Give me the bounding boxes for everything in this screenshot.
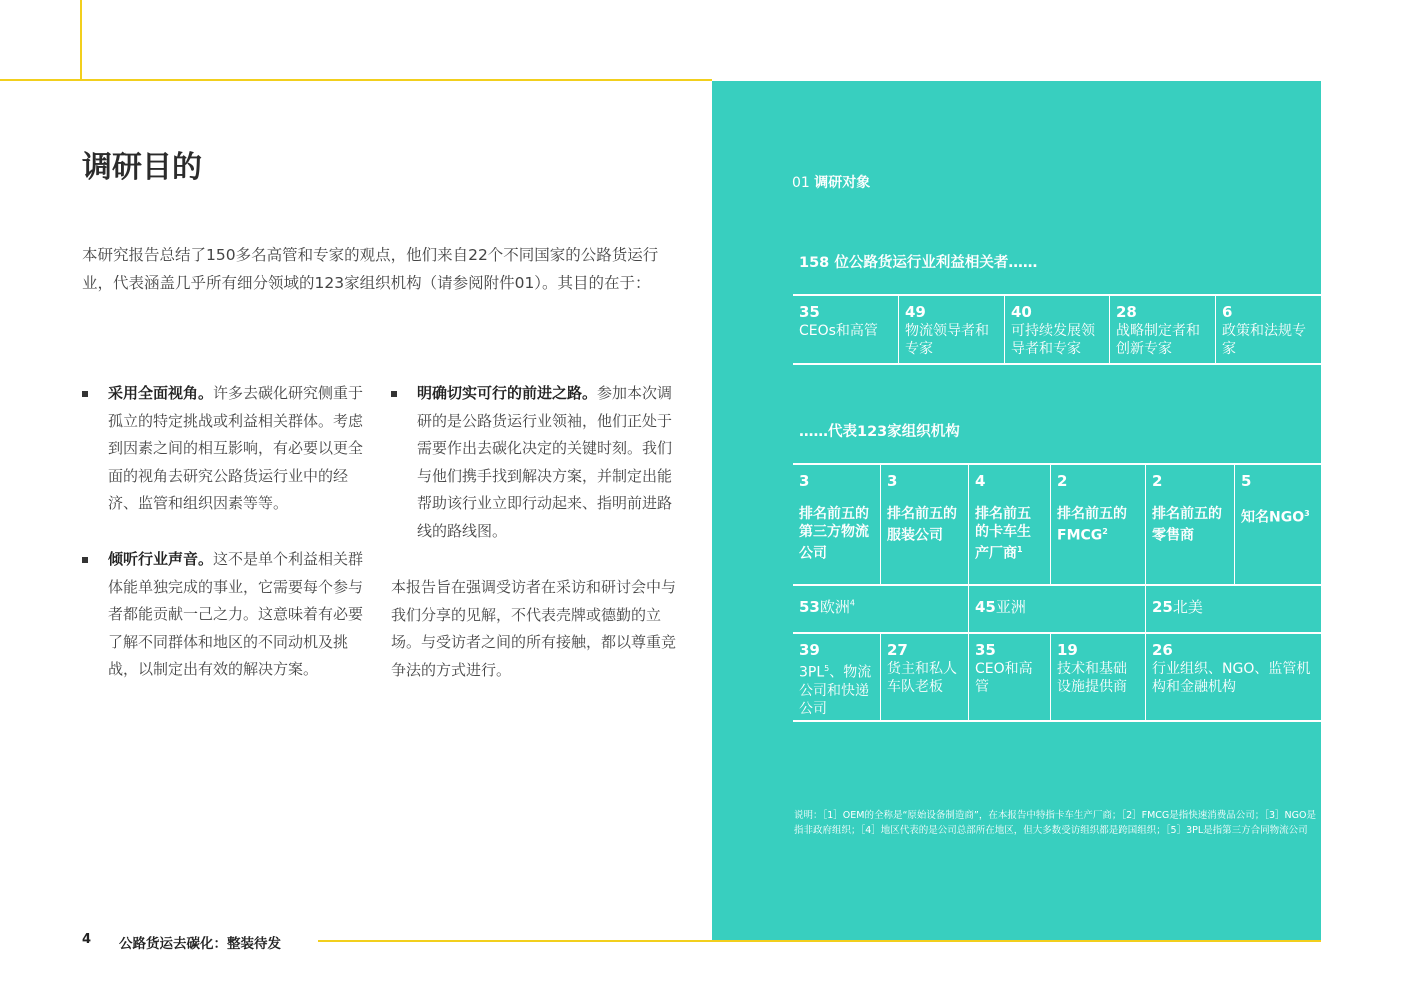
cell-number: 3 <box>799 472 810 490</box>
footnote: 说明：［1］OEM的全称是“原始设备制造商”，在本报告中特指卡车生产厂商；［2］FMCG是指快速消费品公司；［3］NGO是指非政府组织；［4］地区代表的是公司总部所在地区，但大多数受访组织都是跨国组织；［5］3PL是指第三方合同物流公司 <box>794 810 1317 836</box>
region-cell <box>793 586 969 632</box>
cell-label: 排名前五的服装公司 <box>887 506 957 544</box>
top-orgs-row <box>793 465 1321 586</box>
cell-number: 5 <box>1241 472 1252 490</box>
bullet-text: 参加本次调研的是公路货运行业领袖，他们正处于需要作出去碳化决定的关键时刻。我们与他们携手找到解决方案，并制定出能帮助该行业立即行动起来、指明前进路线的路线图。 <box>417 384 673 540</box>
stakeholder-cell <box>1005 296 1110 363</box>
org-cell <box>1051 465 1146 584</box>
type-cell <box>793 634 881 720</box>
type-cell <box>1146 634 1321 720</box>
section-label <box>792 172 870 192</box>
cell-label: CEO和高管 <box>975 661 1033 695</box>
bullet-lead: 明确切实可行的前进之路。 <box>417 384 598 402</box>
cell-number: 19 <box>1057 641 1078 659</box>
disclaimer-paragraph: 本报告旨在强调受访者在采访和研讨会中与我们分享的见解，不代表壳牌或德勤的立场。与受访者之间的所有接触，都以尊重竞争法的方式进行。 <box>391 578 677 679</box>
cell-label: 货主和私人车队老板 <box>887 661 957 695</box>
section-title: 调研对象 <box>814 175 871 191</box>
cell-number: 35 <box>799 303 820 321</box>
bullet-item <box>391 380 681 546</box>
cell-label: 排名前五的第三方物流公司 <box>799 506 869 562</box>
cell-label: 战略制定者和创新专家 <box>1116 323 1200 357</box>
cell-label: 物流领导者和专家 <box>905 323 989 357</box>
stakeholder-cell <box>1216 296 1321 363</box>
cell-number: 27 <box>887 641 908 659</box>
stakeholders-row <box>793 296 1321 365</box>
regions-row <box>793 586 1321 634</box>
cell-label: 知名NGO$^3$ <box>1241 509 1310 526</box>
bullet-list-left <box>82 380 372 712</box>
cell-number: 26 <box>1152 641 1173 659</box>
org-cell <box>1146 465 1235 584</box>
cell-label: CEOs和高管 <box>799 323 878 339</box>
top-vertical-rule <box>80 0 82 80</box>
org-cell <box>881 465 969 584</box>
cell-number: 6 <box>1222 303 1233 321</box>
intro-paragraph: 本研究报告总结了150多名高管和专家的观点，他们来自22个不同国家的公路货运行业，代表涵盖几乎所有细分领域的123家组织机构（请参阅附件01）。其目的在于： <box>82 246 659 292</box>
survey-panel <box>712 81 1321 940</box>
cell-number: 49 <box>905 303 926 321</box>
cell-label: 政策和法规专家 <box>1222 323 1306 357</box>
cell-number: 3 <box>887 472 898 490</box>
stakeholder-cell <box>793 296 899 363</box>
orgs-grid <box>793 463 1321 722</box>
cell-label: 亚洲 <box>995 598 1026 616</box>
page-title: 调研目的 <box>82 150 202 185</box>
bullet-marker <box>391 391 397 397</box>
type-cell <box>881 634 969 720</box>
orgs-heading: ……代表123家组织机构 <box>799 424 960 440</box>
cell-label: $3PL^5$、物流公司和快递公司 <box>799 664 872 717</box>
stakeholder-cell <box>1110 296 1216 363</box>
publication-title: 公路货运去碳化：整装待发 <box>119 936 281 952</box>
section-number: 01 <box>792 175 810 191</box>
cell-label: 技术和基础设施提供商 <box>1057 661 1127 695</box>
region-cell <box>1146 586 1321 632</box>
cell-label: 北美 <box>1172 598 1203 616</box>
cell-label: 欧洲 <box>819 598 850 616</box>
stakeholders-heading: 158 位公路货运行业利益相关者…… <box>799 255 1038 271</box>
org-cell <box>969 465 1051 584</box>
bullet-marker <box>82 557 88 563</box>
cell-label: 排名前五的卡车生产厂商$^1$ <box>975 506 1031 562</box>
org-cell <box>793 465 881 584</box>
type-cell <box>1051 634 1146 720</box>
bullet-item <box>82 380 372 518</box>
region-cell <box>969 586 1146 632</box>
stakeholders-grid <box>793 294 1321 365</box>
bullet-marker <box>82 391 88 397</box>
cell-label: 排名前五的零售商 <box>1152 506 1222 544</box>
cell-label: 排名前五的FMCG$^2$ <box>1057 506 1127 544</box>
bullet-text: 这不是单个利益相关群体能单独完成的事业，它需要每个参与者都能贡献一己之力。这意味着有必要了解不同群体和地区的不同动机及挑战，以制定出有效的解决方案。 <box>108 549 364 679</box>
cell-sup: 4 <box>849 598 855 608</box>
bullet-item <box>82 546 372 684</box>
cell-number: 2 <box>1152 472 1163 490</box>
cell-number: 53 <box>799 598 820 616</box>
cell-number: 2 <box>1057 472 1068 490</box>
cell-number: 40 <box>1011 303 1032 321</box>
cell-number: 39 <box>799 641 820 659</box>
top-horizontal-rule <box>0 79 712 81</box>
cell-number: 28 <box>1116 303 1137 321</box>
bullet-list-right <box>391 380 681 574</box>
footer-rule <box>318 940 1321 942</box>
page-number: 4 <box>82 932 92 947</box>
cell-number: 35 <box>975 641 996 659</box>
bullet-lead: 倾听行业声音。 <box>108 549 214 568</box>
cell-number: 4 <box>975 472 986 490</box>
stakeholder-cell <box>899 296 1005 363</box>
cell-number: 25 <box>1152 598 1173 616</box>
org-cell <box>1235 465 1321 584</box>
cell-label: 可持续发展领导者和专家 <box>1011 323 1095 357</box>
bullet-lead: 采用全面视角。 <box>108 384 214 402</box>
types-row <box>793 634 1321 722</box>
type-cell <box>969 634 1051 720</box>
cell-number: 45 <box>975 598 996 616</box>
cell-label: 行业组织、NGO、监管机构和金融机构 <box>1152 661 1311 695</box>
bullet-text: 许多去碳化研究侧重于孤立的特定挑战或利益相关群体。考虑到因素之间的相互影响，有必要以更全面的视角去研究公路货运行业中的经济、监管和组织因素等等。 <box>108 384 364 513</box>
